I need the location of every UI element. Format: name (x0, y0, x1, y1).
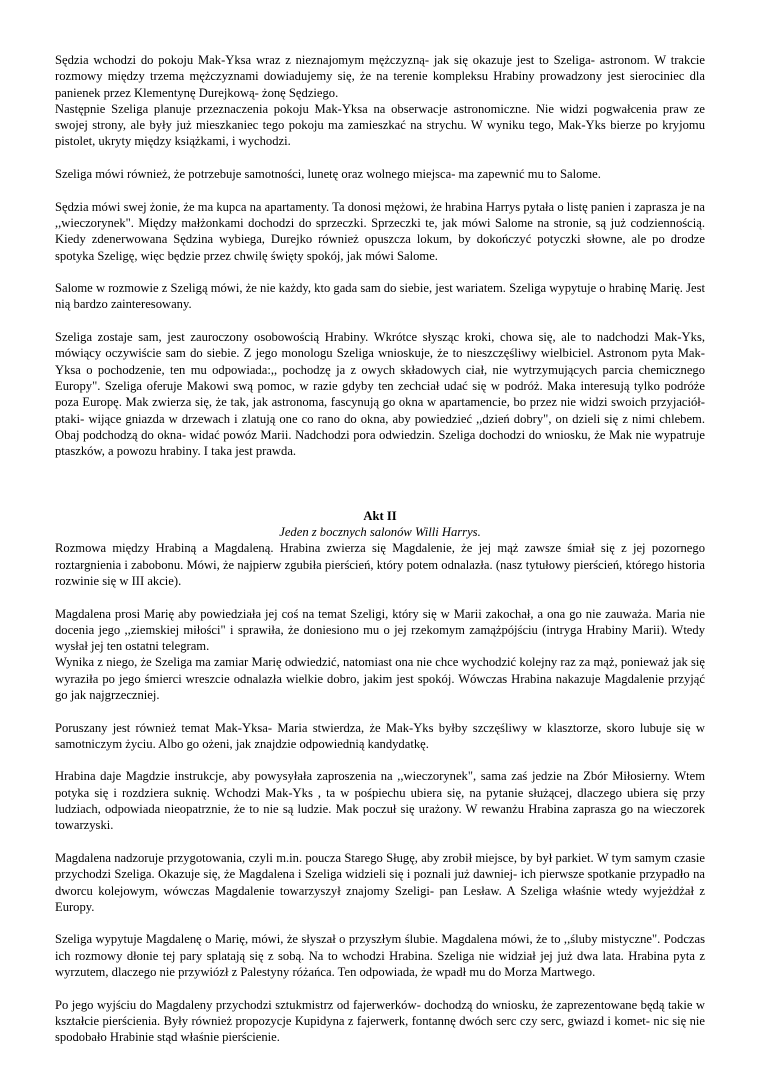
paragraph-magdalena-asks (55, 606, 705, 704)
paragraph-text: Magdalena nadzoruje przygotowania, czyli m.in. poucza Starego Sługę, aby zrobił miejsce, by był parkiet. W tym samym czasie przychodzi Szeliga. Okazuje się, że Magdalena i Szeliga widzieli się i poznali już dawniej- ich pierwsze spotkanie przypadło na dworcu kolejowym, wówczas Magdalenie towarzyszył znajomy Szeligi- pan Lesław. A Szeliga właśnie wtedy wyjeżdżał z Europy. (55, 850, 705, 914)
paragraph-judge-wife (55, 199, 705, 264)
paragraph-text: Szeliga wypytuje Magdalenę o Marię, mówi, że słyszał o przyszłym ślubie. Magdalena mówi, że to ,,śluby mistyczne". Podczas ich rozmowy dłonie tej pary splatają się z sobą. Na to wchodzi Hrabina. Szeliga nie widział jej już dwa lata. Hrabina pyta z wyrzutem, dlaczego nie przywiózł z Palestyny różańca. Ten odpowiada, że wpadł mu do Morza Martwego. (55, 932, 705, 980)
paragraph-szeliga-needs (55, 166, 705, 182)
paragraph-preparations (55, 850, 705, 915)
paragraph-szeliga-alone (55, 329, 705, 459)
paragraph-salome-talk (55, 280, 705, 313)
act-heading: Akt II (363, 508, 397, 523)
section-spacer (55, 476, 705, 508)
paragraph-text: Sędzia wchodzi do pokoju Mak-Yksa wraz z nieznajomym mężczyzną- jak się okazuje jest to Szeliga- astronom. W trakcie rozmowy między trzema mężczyznami dowiadujemy się, że na terenie kompleksu Hrabiny prowadzony jest sierociniec dla panienek przez Klementynę Durejkową- żonę Sędziego. (55, 53, 705, 100)
paragraph-text: Wynika z niego, że Szeliga ma zamiar Marię odwiedzić, natomiast ona nie chce wychodzić kolejny raz za mąż, ponieważ jak się wyraziła po jego śmierci wreszcie odnalazła wielkie dobro, jakim jest spokój. Wówczas Hrabina nakazuje Magdalenie przyjąć go jak najgrzeczniej. (55, 655, 705, 702)
paragraph-szeliga-asks (55, 931, 705, 980)
paragraph-text: Szeliga zostaje sam, jest zauroczony osobowością Hrabiny. Wkrótce słysząc kroki, chowa się, ale to nadchodzi Mak-Yks, mówiący oczywiście sam do siebie. Z jego monologu Szeliga wnioskuje, że to nieszczęśliwy wielbiciel. Astronom pyta Mak-Yksa o pochodzenie, ten mu odpowiada:,, pochodzę ja z owych składowych ciał, nie wytrzymujących parcia chemicznego Europy". Szeliga oferuje Makowi swą pomoc, w razie gdyby ten zechciał udać się w podróż. Maka interesują tylko podróże poza Europę. Mak zwierza się, że tak, jak astronoma, fascynują go okna w apartamencie, bo przez nie widzi swoich przyjaciół- ptaki- wijące gniazda w drzewach i zlatują one co rano do okna, aby powiedzieć ,,dzień dobry", on dzieli się z nimi chlebem. Obaj podchodzą do okna- widać powóz Marii. Nadchodzi pora odwiedzin. Szeliga dochodzi do wniosku, że Mak nie wypatruje ptaszków, a powozu hrabiny. I taka jest prawda. (55, 330, 705, 459)
paragraph-text: Po jego wyjściu do Magdaleny przychodzi sztukmistrz od fajerwerków- dochodzą do wniosku, że zaprezentowane będą takie w kształcie pierścienia. Były również propozycje Kupidyna z fajerwerk, fontannę dwóch serc czy serc, gwiazd i komet- nic się nie spodobało Hrabinie stąd właśnie pierścienie. (55, 997, 705, 1045)
paragraph-text: Rozmowa między Hrabiną a Magdaleną. Hrabina zwierza się Magdalenie, że jej mąż zawsze śmiał się z jej pozornego roztargnienia i zabobonu. Mówi, że najpierw zgubiła pierścień, który potem odnalazła. (nasz tytułowy pierścień, którego historia rozwinie się w III akcie). (55, 541, 705, 588)
paragraph-text: Następnie Szeliga planuje przeznaczenia pokoju Mak-Yksa na obserwacje astronomiczne. Nie widzi pogwałcenia praw ze swojej strony, ale były już mieszkaniec tego pokoju ma zamieszkać na strychu. W wyniku tego, Mak-Yks bierze po kryjomu pistolet, ukryty między książkami, i wychodzi. (55, 101, 705, 149)
paragraph-mak-yks-topic (55, 720, 705, 753)
paragraph-text: Sędzia mówi swej żonie, że ma kupca na apartamenty. Ta donosi mężowi, że hrabina Harrys pytała o listę panien i zaprasza je na ,,wieczorynek". Między małżonkami dochodzi do sprzeczki. Sprzeczki te, jak mówi Salome na stronie, są już codziennością. Kiedy zdenerwowana Sędzina wybiega, Durejko również opuszcza lokum, by dokończyć potyczki słowne, ale po drodze spotyka Szeligę, więc będzie przez chwilę święty spokój, jak mówi Salome. (55, 199, 705, 263)
document-page (55, 52, 705, 1062)
paragraph-text: Poruszany jest również temat Mak-Yksa- Maria stwierdza, że Mak-Yks byłby szczęśliwy w klasztorze, skoro lubuje się w samotniczym życiu. Albo go ożeni, jak znajdzie odpowiednią kandydatkę. (55, 720, 705, 751)
paragraph-fireworks (55, 997, 705, 1046)
paragraph-countess-magdalena (55, 540, 705, 589)
paragraph-countess-instructions (55, 768, 705, 833)
paragraph-text: Magdalena prosi Marię aby powiedziała jej coś na temat Szeligi, który się w Marii zakochał, a ona go nie zauważa. Maria nie docenia jego ,,ziemskiej miłości" i sprawiła, że doniesiono mu o jej rzekomym zamążpójściu (intryga Hrabiny Marii). Wtedy wysłał jej ten ostatni telegram. (55, 606, 705, 654)
paragraph-text: Szeliga mówi również, że potrzebuje samotności, lunetę oraz wolnego miejsca- ma zapewnić mu to Salome. (55, 167, 601, 182)
paragraph-judge-enters (55, 52, 705, 150)
paragraph-text: Hrabina daje Magdzie instrukcje, aby powysyłała zaproszenia na ,,wieczorynek", sama zaś jedzie na Zbór Miłosierny. Wtem potyka się i rozdziera suknię. Wchodzi Mak-Yks , ta w pośpiechu ubiera się, na pytanie służącej, dlaczego ubiera się przy ludziach, odpowiada nieopatrznie, że to nie są ludzie. Mak poczuł się urażony. W rewanżu Hrabina zaprasza go na wieczorek towarzyski. (55, 769, 705, 833)
act-subtitle: Jeden z bocznych salonów Willi Harrys. (279, 525, 481, 540)
paragraph-text: Salome w rozmowie z Szeligą mówi, że nie każdy, kto gada sam do siebie, jest wariatem. Szeliga wypytuje o hrabinę Marię. Jest nią bardzo zainteresowany. (55, 281, 705, 312)
